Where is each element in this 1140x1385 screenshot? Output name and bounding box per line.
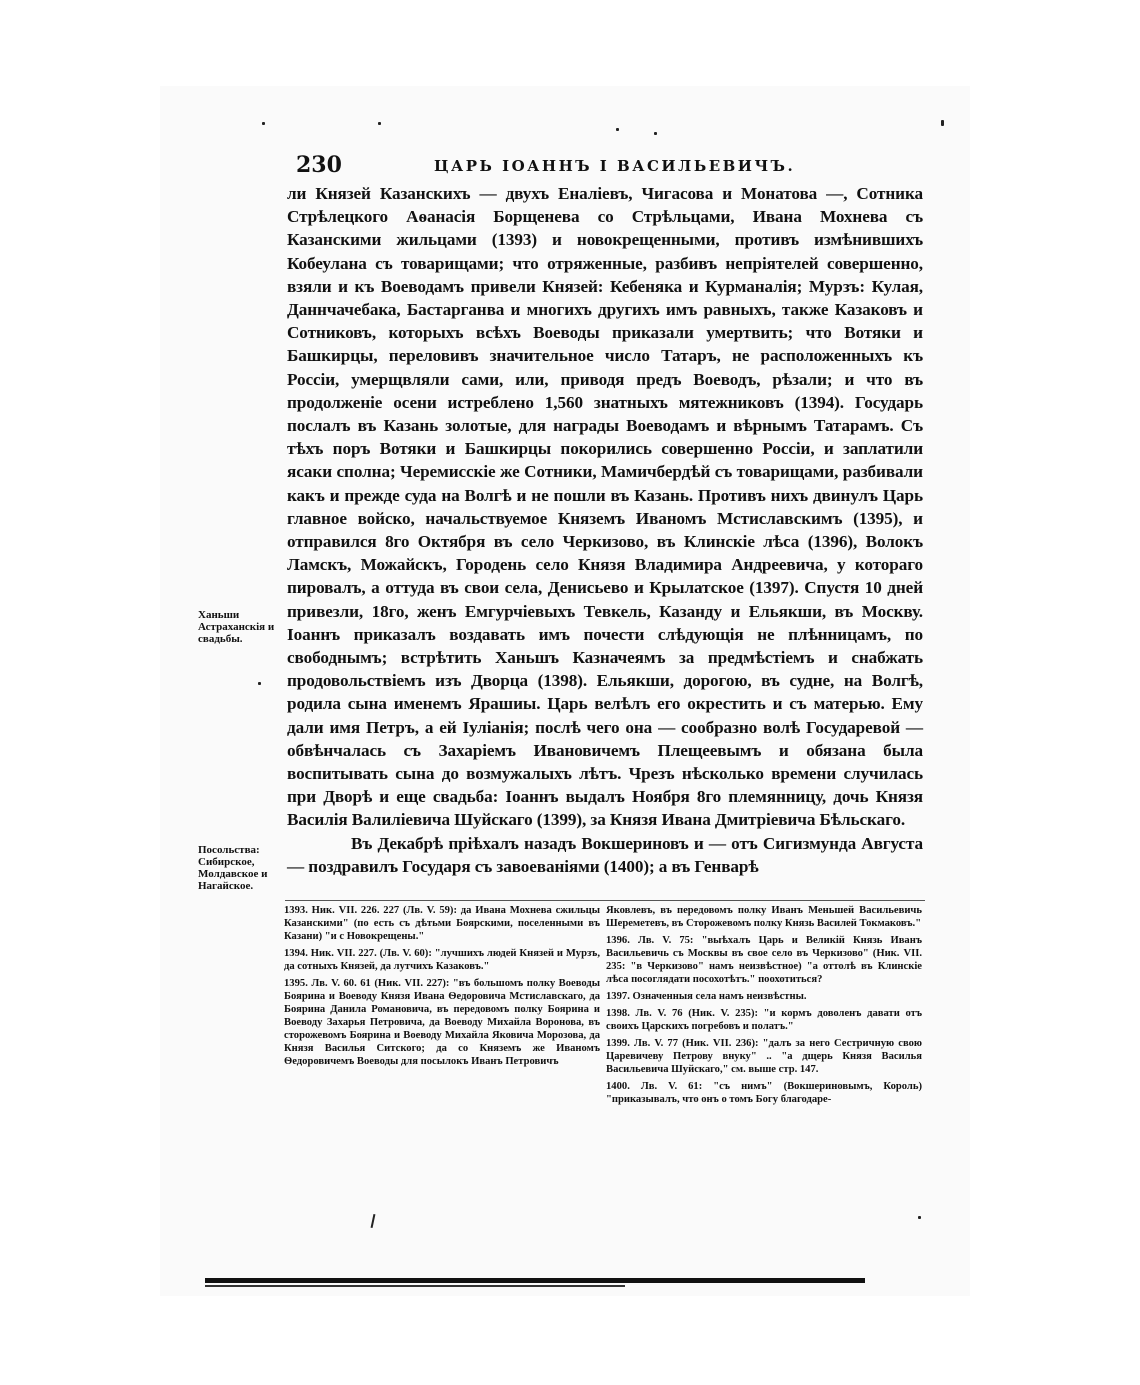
scan-edge-rule — [205, 1278, 865, 1283]
page-header — [296, 150, 920, 182]
margin-note-khansha: Ханьши Астраханскія и свадьбы. — [198, 609, 275, 645]
running-head: ЦАРЬ ІОАННЪ І ВАСИЛЬЕВИЧЪ. — [434, 157, 796, 175]
footnote: 1393. Ник. VII. 226. 227 (Лв. V. 59): да Ивана Мохнева сжильцы Казанскими" (по есть съ дѣтьми Боярскими, поселенными въ Казани) "и с Новокрещены." — [284, 905, 600, 942]
footnote: 1399. Лв. V. 77 (Ник. VII. 236): "далъ за него Сестричную свою Царевичеву Петрову внуку" .. "а дщерь Князя Василья Васильевича Шуйскаго," см. выше стр. 147. — [606, 1038, 922, 1075]
body-paragraph: Въ Декабрѣ пріѣхалъ назадъ Вокшериновъ и — отъ Сигизмунда Августа — поздравилъ Государя съ завоеваніями (1400); а въ Генварѣ — [287, 833, 923, 876]
body-paragraph: ли Князей Казанскихъ — двухъ Еналіевъ, Чигасова и Монатова —, Сотника Стрѣлецкого Аѳанасія Борщенева со Стрѣльцами, Ивана Мохнева съ Казанскими жильцами (1393) и новокрещенными, противъ измѣнившихъ Кобеулана съ товарищами; что отряженные, разбивъ непріятелей совершенно, взяли и къ Воеводамъ привели Князей: Кебеняка и Курманалія; Мурзъ: Кулая, Даннчачебака, Бастарганва и многихъ другихъ имъ равныхъ, также Казаковъ и Сотниковъ, которыхъ всѣхъ Воеводы приказали умертвить; что Вотяки и Башкирцы, переловивъ значительное число Татаръ, не расположенныхъ къ Россіи, умерщвляли сами, или, приводя предъ Воеводъ, рѣзали; и что въ продолженіе осени истреблено 1,560 знатныхъ мятежниковъ (1394). Государь послалъ въ Казань золотые, для награды Воеводамъ и вѣрнымъ Татарамъ. Съ тѣхъ поръ Вотяки и Башкирцы покорились совершенно Россіи, и заплатили ясаки сполна; Черемисскіе же Сотники, Мамичбердѣй съ товарищами, разбивали какъ и прежде суда на Волгѣ и не пошли въ Казань. Противъ нихъ двинулъ Царь главное войско, начальствуемое Княземъ Иваномъ Мстиславскимъ (1395), и отправился 8го Октября въ село Черкизово, въ Клинскіе лѣса (1396), Волокъ Ламскъ, Можайскъ, Городень село Князя Владимира Андреевича, у котораго пировалъ, а оттуда въ свои села, Денисьево и Крылатское (1397). Спустя 10 дней привезли, 18го, женъ Емгурчіевыхъ Тевкель, Казанду и Ельякши, въ Москву. Іоаннъ приказалъ воздавать имъ почести слѣдующія не плѣнницамъ, по свободнымъ; встрѣтить Ханьшъ Казначеямъ за предмѣстіемъ и снабжать продовольствіемъ изъ Дворца (1398). Ельякши, дорогою, въ судне, на Волгѣ, родила сына именемъ Ярашиы. Царь велѣлъ его окрестить и съ матерью. Ему дали имя Петръ, а ей Іуліанія; послѣ чего она — сообразно волѣ Государевой — обвѣнчалась съ Захаріемъ Ивановичемъ Плещеевымъ и обязана была воспитывать сына до возмужалыхъ лѣтъ. Чрезъ нѣсколько времени случилась при Дворѣ и еще свадьба: Іоаннъ выдалъ Ноября 8го племянницу, дочь Князя Василія Валиліевича Шуйскаго (1399), за Князя Ивана Дмитріевича Бѣльскаго. — [287, 184, 923, 830]
footnote: 1397. Означенныя села намъ неизвѣстны. — [606, 991, 807, 1002]
footnote: 1395. Лв. V. 60. 61 (Ник. VII. 227): "въ большомъ полку Воеводы Боярина и Воеводу Князя Ивана Ѳедоровича Мстиславскаго, да Боярина Данила Романовича, въ передовомъ полку Боярина и Воеводу Захарья Петровича, да Воеводу Михайла Воронова, въ сторожевомъ Боярина и Воеводу Михайла Яковича Морозова, да Князя Василья Ситского; да со Княземъ же Иваномъ Ѳедоровичемъ Воеводы для посылокъ Иванъ Петровичъ — [284, 978, 600, 1067]
ink-speck — [918, 1216, 921, 1219]
scan-edge-rule — [205, 1285, 625, 1287]
footnote-rule — [285, 900, 925, 901]
ink-speck — [262, 122, 265, 125]
footnotes-right-column — [606, 904, 922, 1110]
page-number: 230 — [296, 152, 342, 178]
ink-speck — [941, 120, 944, 126]
ink-speck — [378, 122, 381, 125]
ink-speck — [616, 128, 619, 131]
ink-speck — [654, 132, 657, 135]
footnote: 1396. Лв. V. 75: "выѣхалъ Царь и Великій Князь Иванъ Васильевичь съ Москвы въ свое село въ Черкизово" (Ник. VII. 235: "в Черкизово" намъ неизвѣстное) "а оттолѣ въ Клинскіе лѣса посоглядати посохотѣтъ." поохотиться? — [606, 935, 922, 985]
footnote: 1394. Ник. VII. 227. (Лв. V. 60): "лучшихъ людей Князей и Мурзъ, да сотныхъ Князей, да лутчихъ Казаковъ." — [284, 948, 600, 972]
footnote: 1400. Лв. V. 61: "съ нимъ" (Вокшериновымъ, Король) "приказывалъ, что онъ о томъ Богу благодаре- — [606, 1081, 922, 1105]
footnotes-left-column — [284, 904, 600, 1072]
margin-note-embassies: Посольства: Сибирское, Молдавское и Нагайское. — [198, 844, 268, 892]
ink-speck — [258, 682, 261, 685]
footnote: Яковлевъ, въ передовомъ полку Иванъ Меньшей Васильевичь Шереметевъ, въ Сторожевомъ полку Князь Василей Токмаковъ." — [606, 905, 922, 929]
footnote: 1398. Лв. V. 76 (Ник. V. 235): "и кормъ доволенъ давати отъ своихъ Царскихъ погребовъ и полатъ." — [606, 1008, 922, 1032]
body-text — [287, 182, 923, 878]
